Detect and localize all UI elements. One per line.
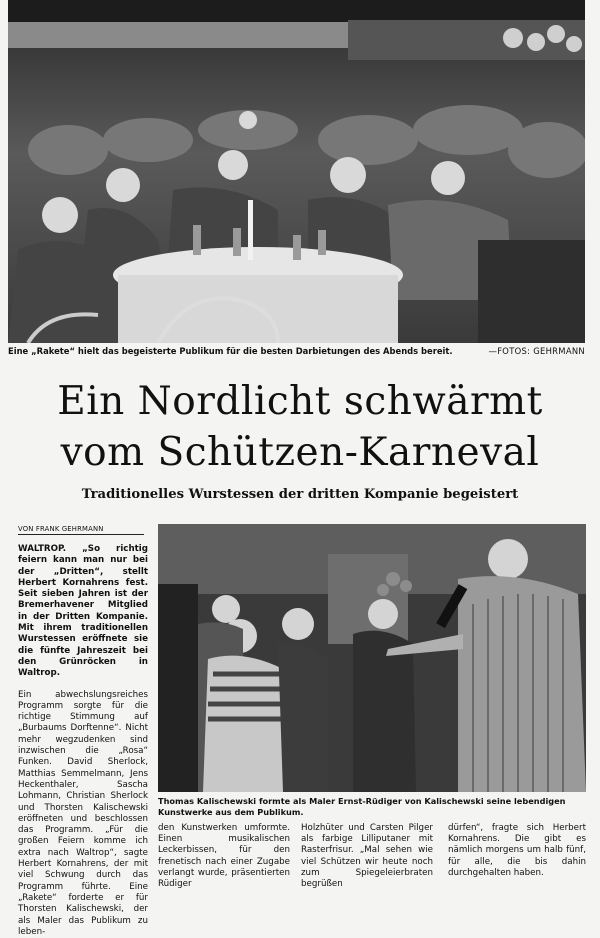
headline-line-2: vom Schützen-Karneval	[60, 430, 540, 475]
byline: VON FRANK GEHRMANN	[18, 525, 144, 535]
audience-photo	[8, 0, 585, 343]
article-column-1	[18, 544, 148, 937]
article-lead	[18, 544, 148, 680]
top-photo-caption-row	[8, 346, 585, 360]
photo-credit: —FOTOS: GEHRMANN	[488, 346, 585, 356]
article-column-2	[158, 823, 290, 890]
article-column-2-text: den Kunstwerken umformte. Einen musikalischen Leckerbissen, für den frenetisch nach einer Zugabe verlangt wurde, präsentierten Rüdiger	[158, 823, 290, 890]
headline-line-1: Ein Nordlicht schwärmt	[57, 379, 543, 424]
performer-photo	[158, 524, 586, 792]
article-paragraph: Ein abwechslungsreiches Programm sorgte für die richtige Stimmung auf „Burbaums Dorftenne“. Nicht mehr wegzudenken sind inzwischen die „Rosa“ Funken. David Sherlock, Matthias Semmelmann, Jens Heckenthaler, Sascha Lohmann, Christian Sherlock und Thorsten Kalischewski eröffneten und beschlossen das Programm. „Für die großen Feiern komme ich extra nach Waltrop“, sagte Herbert Kornahrens, der mit viel Schwung durch das Programm führte. Eine „Rakete“ forderte er für Thorsten Kalischewski, der als Maler das Publikum zu leben-	[18, 689, 148, 937]
subheadline: Traditionelles Wurstessen der dritten Kompanie begeistert	[81, 487, 519, 502]
top-photo-caption: Eine „Rakete“ hielt das begeisterte Publikum für die besten Darbietungen des Abends bereit.	[8, 346, 453, 356]
dateline: WALTROP.	[18, 544, 67, 554]
article-column-4	[448, 823, 586, 879]
article-column-3-text: Holzhüter und Carsten Pilger als farbige Lilliputaner mit Rasterfrisur. „Mal sehen wie viel Schützen wir heute noch zum Spiegeleierbraten begrüßen	[301, 823, 433, 890]
article-column-4-text: dürfen“, fragte sich Herbert Kornahrens. Die gibt es nämlich morgens um halb fünf, für alle, die bis dahin durchgehalten haben.	[448, 823, 586, 878]
headline	[0, 376, 600, 478]
article-column-3	[301, 823, 433, 890]
audience-photo-image	[8, 0, 585, 343]
lead-text: „So richtig feiern kann man nur bei der „Dritten“, stellt Herbert Kornahrens fest. Seit sieben Jahren ist der Bremerhavener Mitglied in der Dritten Kompanie. Mit ihrem traditionellen Wurstessen eröffnete sie die fünfte Jahreszeit bei den Grünröcken in Waltrop.	[18, 544, 148, 679]
performer-photo-image	[158, 524, 586, 792]
performer-photo-caption: Thomas Kalischewski formte als Maler Ernst-Rüdiger von Kalischewski seine lebendigen Kunstwerke aus dem Publikum.	[158, 796, 566, 817]
